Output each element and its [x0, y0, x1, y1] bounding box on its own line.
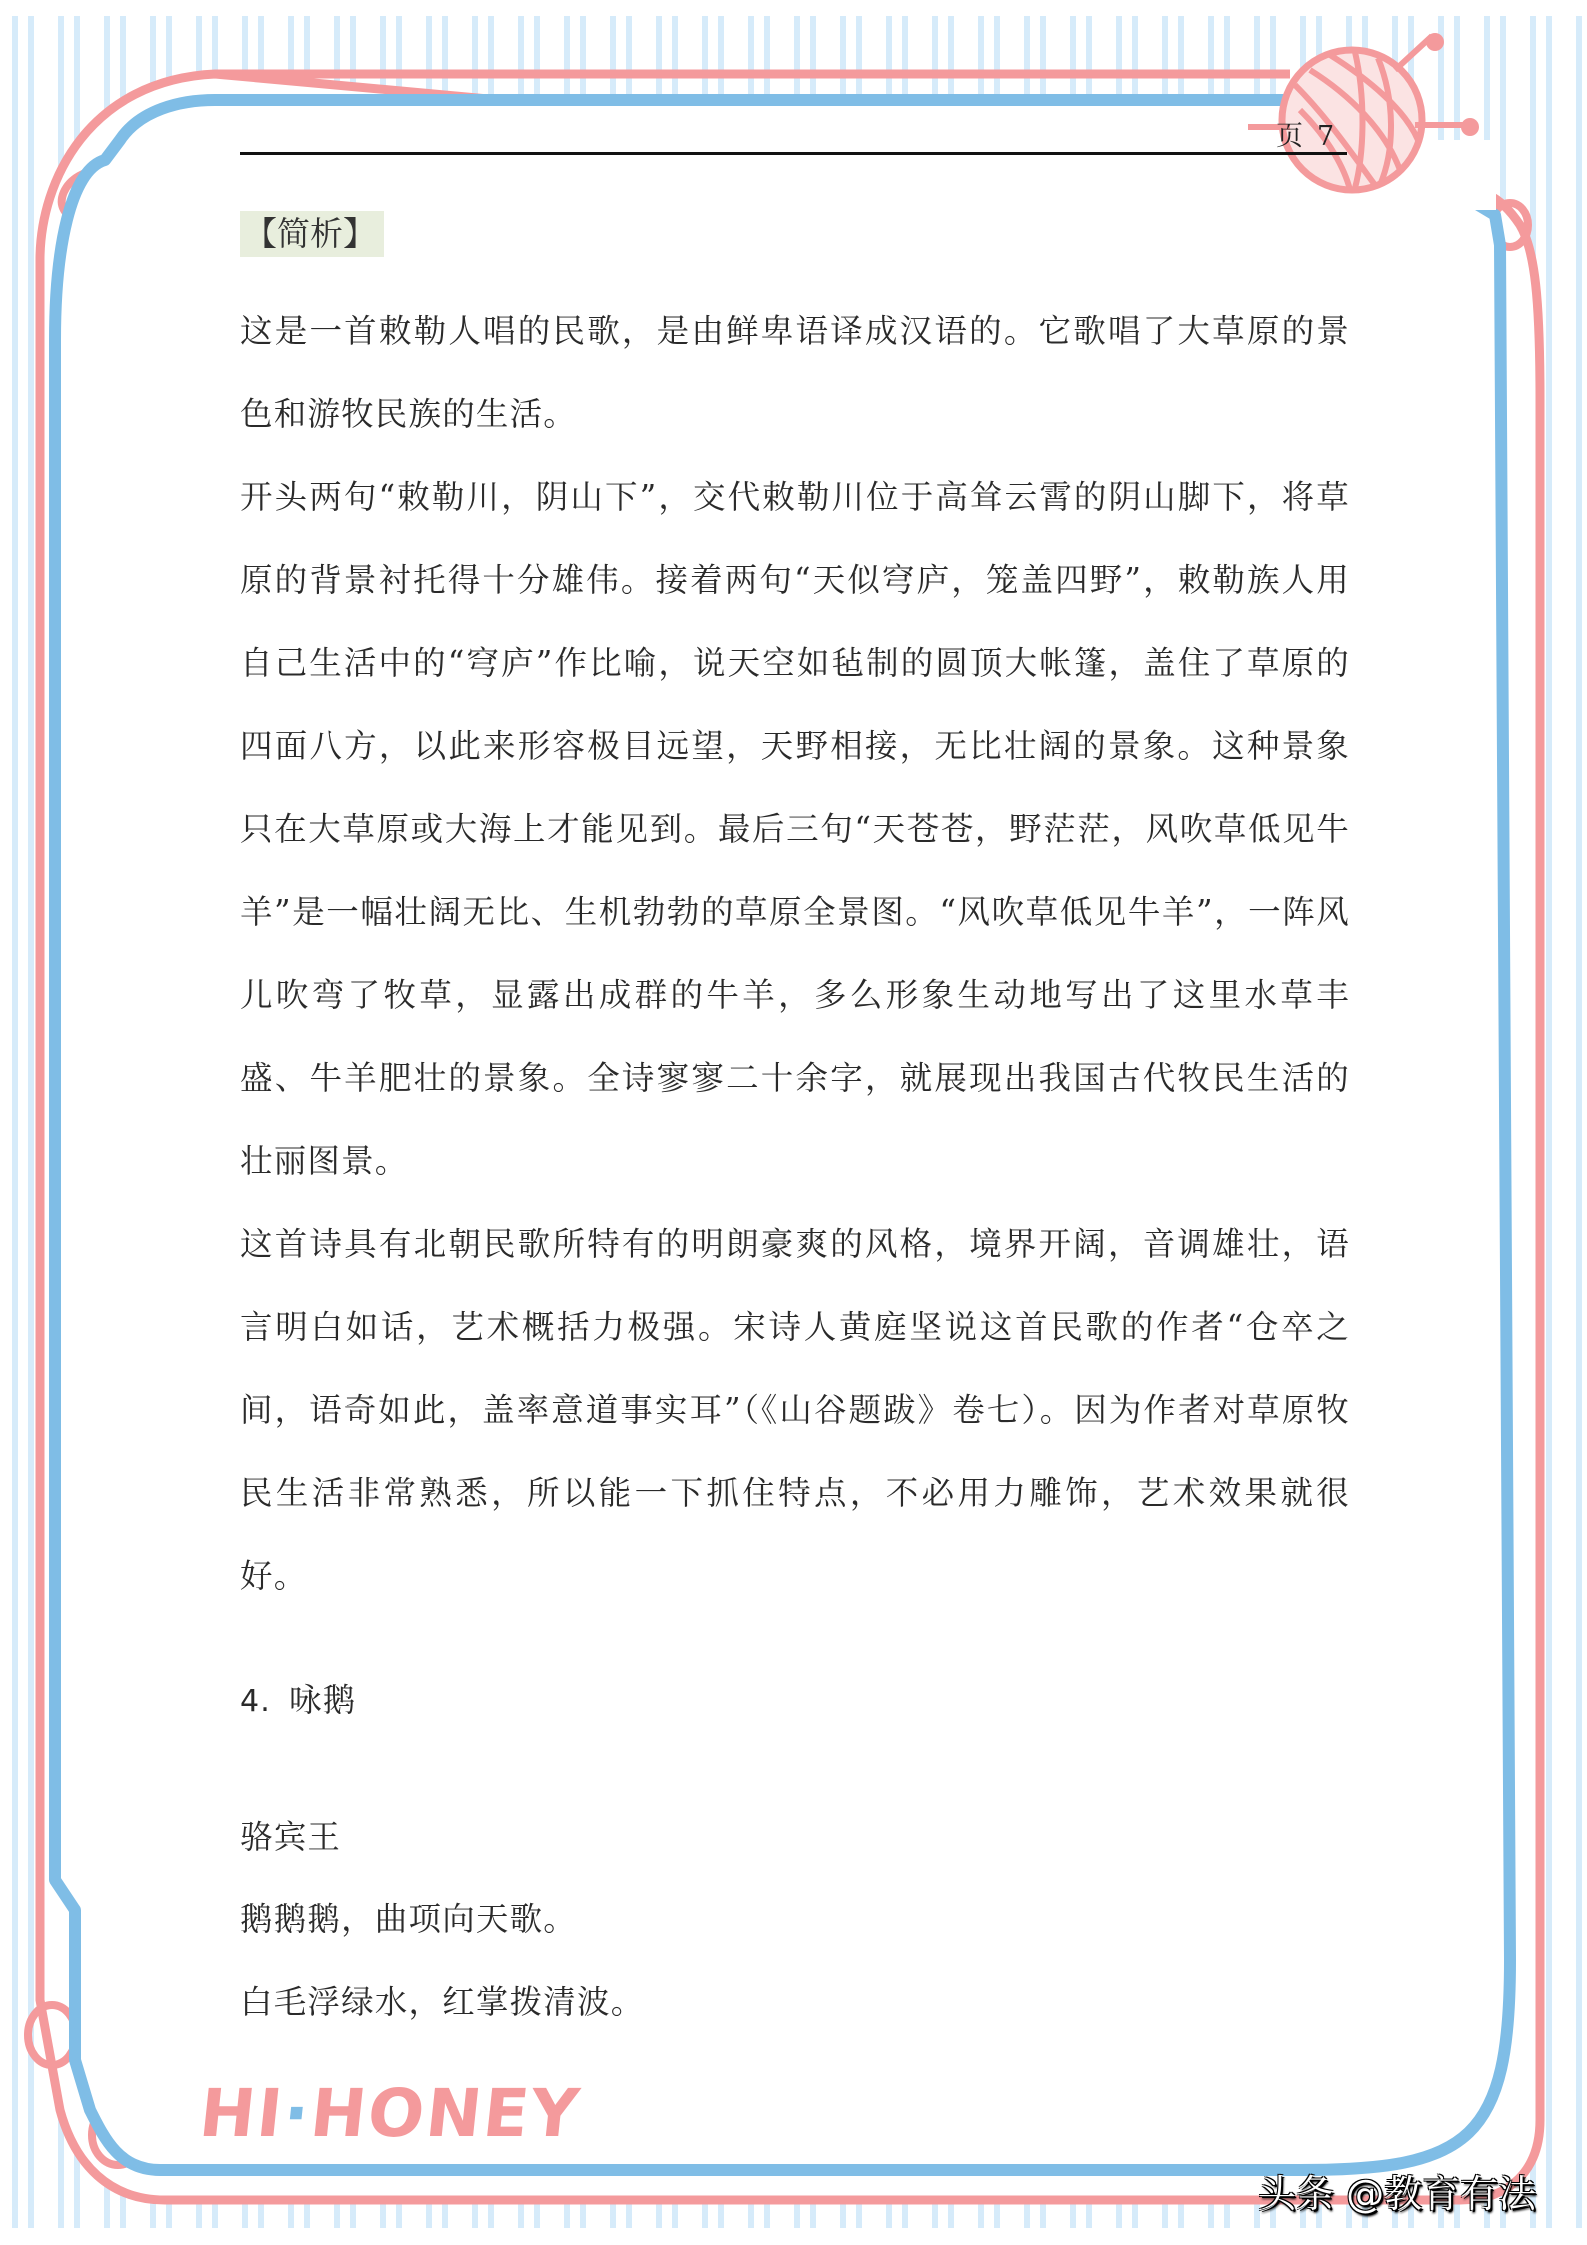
paragraph: 这是一首敕勒人唱的民歌，是由鲜卑语译成汉语的。它歌唱了大草原的景色和游牧民族的生活。	[240, 312, 1350, 433]
logo-text: HONEY	[306, 2075, 585, 2152]
poem-line: 鹅鹅鹅，曲项向天歌。	[240, 1900, 578, 1938]
page-number	[1276, 114, 1348, 153]
paragraph: 开头两句“敕勒川，阴山下”，交代敕勒川位于高耸云霄的阴山脚下，将草原的背景衬托得十分雄伟。接着两句“天似穹庐，笼盖四野”，敕勒族人用自己生活中的“穹庐”作比喻，说天空如毡制的圆顶大帐篷，盖住了草原的四面八方，以此来形容极目远望，天野相接，无比壮阔的景象。这种景象只在大草原或大海上才能见到。最后三句“天苍苍，野茫茫，风吹草低见牛羊”是一幅壮阔无比、生机勃勃的草原全景图。“风吹草低见牛羊”，一阵风儿吹弯了牧草，显露出成群的牛羊，多么形象生动地写出了这里水草丰盛、牛羊肥壮的景象。全诗寥寥二十余字，就展现出我国古代牧民生活的壮丽图景。	[240, 478, 1350, 1180]
page-number-value: 7	[1317, 121, 1335, 152]
watermark: 头条 @教育有法	[1258, 2172, 1537, 2216]
page-label: 页	[1276, 121, 1303, 152]
analysis-body	[240, 290, 1350, 1618]
logo-text: HI	[195, 2075, 288, 2152]
poem-heading	[240, 1680, 356, 1722]
poem-author: 骆宾王	[240, 1818, 342, 1856]
poem-number: 4.	[240, 1684, 272, 1719]
header-rule	[240, 152, 1347, 155]
analysis-heading: 【简析】	[240, 211, 384, 257]
poem-title: 咏鹅	[289, 1681, 357, 1719]
hi-honey-logo	[196, 2075, 584, 2152]
logo-dot: ·	[279, 2075, 315, 2152]
paragraph: 这首诗具有北朝民歌所特有的明朗豪爽的风格，境界开阔，音调雄壮，语言明白如话，艺术概括力极强。宋诗人黄庭坚说这首民歌的作者“仓卒之间，语奇如此，盖率意道事实耳”（《山谷题跋》卷七）。因为作者对草原牧民生活非常熟悉，所以能一下抓住特点，不必用力雕饰，艺术效果就很好。	[240, 1225, 1350, 1595]
poem-line: 白毛浮绿水，红掌拨清波。	[240, 1983, 645, 2021]
